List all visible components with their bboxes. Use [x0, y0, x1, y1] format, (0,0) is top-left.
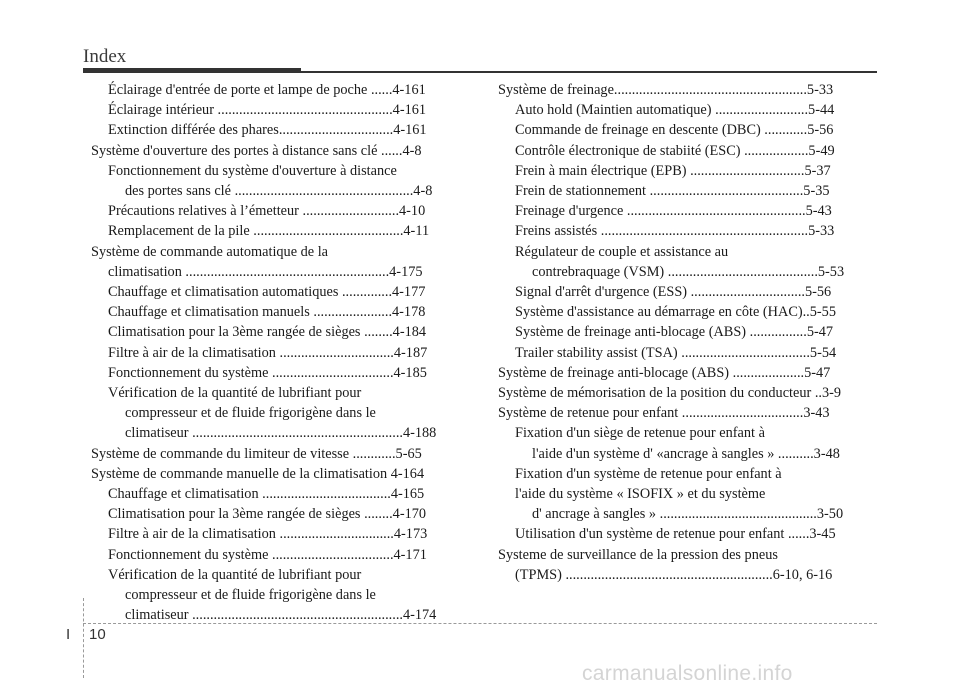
- index-entry: [91, 100, 464, 120]
- index-entry-text: Contrôle électronique de stabiité (ESC) ..................5-49: [515, 142, 835, 159]
- index-entry: [91, 444, 464, 464]
- index-entry-text: Éclairage d'entrée de porte et lampe de poche ......4-161: [108, 82, 426, 98]
- index-entry: [91, 504, 464, 524]
- index-entry: [91, 524, 464, 544]
- index-entry: [91, 464, 464, 484]
- index-entry-text: Système de commande manuelle de la climatisation 4-164: [91, 465, 425, 482]
- index-entry: [498, 545, 866, 585]
- index-entry: [498, 363, 866, 383]
- index-entry-continuation: l'aide du système « ISOFIX » et du système: [515, 486, 766, 503]
- index-entry-text: Système d'assistance au démarrage en côte (HAC)..5-55: [515, 304, 836, 321]
- index-entry-text: Fonctionnement du système ..................................4-171: [108, 546, 427, 563]
- index-entry-text: Remplacement de la pile ..........................................4-11: [108, 223, 430, 240]
- index-entry-text: Signal d'arrêt d'urgence (ESS) ................................5-56: [515, 284, 832, 301]
- index-entry: [91, 363, 464, 383]
- index-entry: [498, 100, 866, 120]
- index-entry: [498, 120, 866, 140]
- index-entry-text: Système de freinage anti-blocage (ABS) ....................5-47: [498, 364, 831, 381]
- index-entry: [91, 282, 464, 302]
- index-entry: [91, 383, 464, 444]
- index-entry-text: Commande de freinage en descente (DBC) ............5-56: [515, 122, 834, 139]
- index-entry-text: Chauffage et climatisation manuels ......................4-178: [108, 304, 426, 321]
- section-letter: I: [66, 626, 71, 643]
- index-entry-text: Fixation d'un siège de retenue pour enfant à: [515, 425, 765, 442]
- index-entry-continuation: compresseur et de fluide frigorigène dans le: [125, 587, 376, 604]
- index-entry: [498, 403, 866, 423]
- index-entry: [91, 545, 464, 565]
- index-entry-text: Chauffage et climatisation automatiques ..............4-177: [108, 284, 426, 301]
- index-entry: [91, 484, 464, 504]
- index-entry: [91, 221, 464, 241]
- index-entry-continuation: des portes sans clé ..................................................4-8: [125, 183, 433, 200]
- index-entry: [91, 161, 464, 201]
- index-entry: [498, 242, 866, 282]
- index-entry-text: Vérification de la quantité de lubrifiant pour: [108, 385, 362, 402]
- index-entry-continuation: (TPMS) ..........................................................6-10, 6-16: [515, 566, 833, 583]
- index-entry-text: Frein à main électrique (EPB) ................................5-37: [515, 162, 831, 179]
- page-number: 10: [89, 626, 106, 643]
- index-entry: [498, 464, 866, 525]
- index-entry: [498, 383, 866, 403]
- index-entry-text: Système de freinage anti-blocage (ABS) ................5-47: [515, 324, 834, 341]
- index-entry: [91, 565, 464, 626]
- index-entry: [498, 524, 866, 544]
- index-entry: [498, 201, 866, 221]
- index-entry-text: Systeme de surveillance de la pression des pneus: [498, 546, 778, 563]
- index-column-right: [498, 80, 866, 585]
- page-title: Index: [83, 46, 127, 67]
- index-entry-text: Éclairage intérieur .................................................4-161: [108, 102, 427, 119]
- index-column-left: [91, 80, 464, 625]
- index-entry-continuation: climatiseur ...........................................................4-174: [125, 607, 437, 624]
- index-entry-text: Climatisation pour la 3ème rangée de sièges ........4-184: [108, 324, 427, 341]
- index-entry: [498, 221, 866, 241]
- index-entry-text: Frein de stationnement ...........................................5-35: [515, 183, 830, 200]
- index-entry-text: Fonctionnement du système d'ouverture à distance: [108, 162, 397, 179]
- index-entry: [91, 343, 464, 363]
- index-entry-text: Filtre à air de la climatisation ................................4-173: [108, 526, 428, 543]
- index-entry-continuation: d' ancrage à sangles » ............................................3-50: [532, 506, 844, 523]
- index-entry: [91, 80, 464, 100]
- index-entry-continuation: compresseur et de fluide frigorigène dans le: [125, 405, 376, 422]
- index-entry-text: Régulateur de couple et assistance au: [515, 243, 729, 260]
- index-entry-text: Précautions relatives à l’émetteur ...........................4-10: [108, 203, 426, 220]
- index-entry-text: Utilisation d'un système de retenue pour enfant ......3-45: [515, 526, 836, 543]
- index-entry: [498, 343, 866, 363]
- index-entry-text: Freins assistés ..........................................................5-33: [515, 223, 835, 240]
- index-entry-text: Système d'ouverture des portes à distance sans clé ......4-8: [91, 142, 422, 159]
- header-rule-thin: [83, 71, 877, 73]
- index-entry: [498, 322, 866, 342]
- index-entry-text: Système de commande automatique de la: [91, 243, 329, 260]
- index-entry: [91, 322, 464, 342]
- index-entry: [498, 181, 866, 201]
- index-entry-text: Climatisation pour la 3ème rangée de sièges ........4-170: [108, 506, 427, 523]
- index-entry: [91, 242, 464, 282]
- index-entry-text: Fixation d'un système de retenue pour enfant à: [515, 465, 782, 482]
- index-entry: [498, 423, 866, 463]
- index-entry: [91, 141, 464, 161]
- index-entry-continuation: l'aide d'un système d' «ancrage à sangles » ..........3-48: [532, 445, 840, 462]
- index-entry: [498, 141, 866, 161]
- index-entry: [91, 302, 464, 322]
- footer-crop-mark: [83, 598, 84, 678]
- index-entry-continuation: climatiseur ...........................................................4-188: [125, 425, 437, 442]
- index-entry: [498, 161, 866, 181]
- watermark: carmanualsonline.info: [582, 662, 793, 685]
- index-entry: [498, 80, 866, 100]
- index-entry-text: Extinction différée des phares................................4-161: [108, 122, 427, 139]
- index-entry-text: Système de commande du limiteur de vitesse ............5-65: [91, 445, 422, 462]
- index-entry: [91, 201, 464, 221]
- index-entry: [498, 282, 866, 302]
- index-entry-text: Fonctionnement du système ..................................4-185: [108, 364, 427, 381]
- index-entry-text: Auto hold (Maintien automatique) ..........................5-44: [515, 102, 835, 119]
- index-entry-text: Vérification de la quantité de lubrifiant pour: [108, 566, 362, 583]
- index-entry-text: Trailer stability assist (TSA) ....................................5-54: [515, 344, 837, 361]
- index-entry-text: Filtre à air de la climatisation ................................4-187: [108, 344, 428, 361]
- index-entry-text: Système de freinage......................................................5-33: [498, 82, 834, 98]
- index-entry: [91, 120, 464, 140]
- index-entry-continuation: climatisation .........................................................4-175: [108, 263, 423, 280]
- index-entry-text: Système de retenue pour enfant ..................................3-43: [498, 405, 830, 422]
- index-entry-text: Freinage d'urgence ..................................................5-43: [515, 203, 832, 220]
- index-entry-text: Système de mémorisation de la position du conducteur ..3-9: [498, 385, 842, 402]
- footer-divider: [83, 623, 877, 624]
- index-entry-text: Chauffage et climatisation ....................................4-165: [108, 486, 425, 503]
- index-entry: [498, 302, 866, 322]
- index-entry-continuation: contrebraquage (VSM) ..........................................5-53: [532, 263, 845, 280]
